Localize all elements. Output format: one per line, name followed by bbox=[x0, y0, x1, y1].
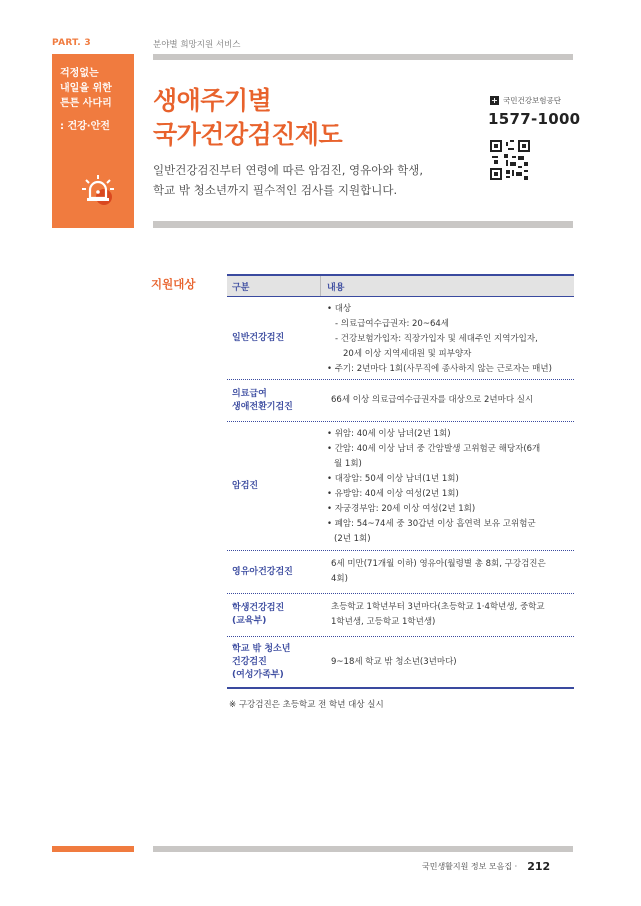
footnote: ※ 구강검진은 초등학교 전 학년 대상 실시 bbox=[229, 700, 384, 710]
content-line: 1학년생, 고등학교 1학년생) bbox=[331, 617, 436, 627]
content-line: 4회) bbox=[331, 574, 348, 584]
category-line: 학생건강검진 bbox=[232, 603, 285, 613]
row-content: 9~18세 학교 밖 청소년(3년마다) bbox=[331, 656, 457, 667]
content-line: - 의료급여수급권자: 20~64세 bbox=[335, 319, 449, 329]
page-title bbox=[153, 84, 342, 152]
content-line: 초등학교 1학년부터 3년마다(초등학교 1·4학년생, 중학교 bbox=[331, 602, 545, 612]
row-category: 암검진 bbox=[232, 480, 259, 491]
category-line: (교육부) bbox=[232, 616, 267, 626]
description-line-2: 학교 밖 청소년까지 필수적인 검사를 지원합니다. bbox=[153, 183, 398, 197]
table-row bbox=[227, 380, 574, 422]
category-line: 생애전환기검진 bbox=[232, 401, 293, 412]
footer-title: 국민생활지원 정보 모음집 · bbox=[422, 862, 518, 871]
table-row bbox=[227, 594, 574, 637]
organization-name: 국민건강보험공단 bbox=[503, 96, 561, 105]
category-line: (여성가족부) bbox=[232, 669, 284, 680]
row-category: 영유아건강검진 bbox=[232, 566, 293, 577]
bottom-divider-bar bbox=[153, 846, 573, 852]
content-line: 월 1회) bbox=[334, 459, 362, 469]
row-content bbox=[321, 594, 574, 636]
header-content: 내용 bbox=[327, 282, 345, 293]
content-line: • 주기: 2년마다 1회(사무직에 종사하지 않는 근로자는 매년) bbox=[327, 364, 552, 374]
row-content bbox=[321, 422, 574, 550]
bottom-accent-bar bbox=[52, 846, 134, 852]
qr-code-icon[interactable] bbox=[490, 140, 530, 180]
row-category bbox=[227, 637, 321, 687]
mid-accent-bar bbox=[52, 221, 134, 228]
row-content bbox=[321, 297, 574, 379]
plus-icon: + bbox=[491, 96, 498, 105]
page-number: 212 bbox=[527, 860, 551, 873]
description-line-1: 일반건강검진부터 연령에 따른 암검진, 영유아와 학생, bbox=[153, 163, 423, 177]
footer bbox=[422, 860, 550, 873]
category-line: 의료급여 bbox=[232, 388, 267, 399]
category-tag: : 건강·안전 bbox=[60, 121, 110, 132]
row-category bbox=[227, 594, 321, 636]
title-line-1: 생애주기별 bbox=[153, 86, 272, 115]
content-line: • 간암: 40세 이상 남녀 중 간암발생 고위험군 해당자(6개 bbox=[327, 444, 541, 454]
row-category bbox=[227, 380, 321, 421]
table-header bbox=[227, 276, 574, 297]
category-box bbox=[52, 60, 134, 228]
table-row bbox=[227, 551, 574, 594]
content-line: • 대상 bbox=[327, 304, 352, 314]
category-line-1: 걱정없는 bbox=[60, 68, 99, 79]
table-row bbox=[227, 297, 574, 380]
content-line: 20세 이상 지역세대원 및 피부양자 bbox=[343, 349, 472, 359]
row-content: 66세 이상 의료급여수급권자를 대상으로 2년마다 실시 bbox=[331, 395, 534, 405]
category-line-3: 튼튼 사다리 bbox=[60, 98, 112, 109]
category-line: 학교 밖 청소년 bbox=[232, 643, 291, 654]
mid-divider-bar bbox=[153, 221, 573, 228]
content-line: - 건강보험가입자: 직장가입자 및 세대주인 지역가입자, bbox=[335, 334, 538, 344]
support-table bbox=[227, 274, 574, 689]
page-description bbox=[153, 160, 423, 200]
top-divider-bar bbox=[153, 54, 573, 60]
support-target-label: 지원대상 bbox=[151, 277, 196, 291]
row-content bbox=[321, 551, 574, 593]
table-row bbox=[227, 422, 574, 551]
alarm-bell-icon bbox=[80, 172, 116, 208]
header-category: 구분 bbox=[227, 276, 321, 296]
content-line: 6세 미만(71개월 이하) 영유아(월령별 총 8회, 구강검진은 bbox=[331, 559, 546, 569]
section-label: 분야별 희망지원 서비스 bbox=[153, 40, 241, 50]
content-line: • 자궁경부암: 20세 이상 여성(2년 1회) bbox=[327, 504, 476, 514]
category-line: 건강검진 bbox=[232, 656, 267, 667]
category-line-2: 내일을 위한 bbox=[60, 83, 112, 94]
part-label: PART. 3 bbox=[52, 38, 91, 48]
phone-number[interactable]: 1577-1000 bbox=[488, 110, 581, 128]
table-row bbox=[227, 637, 574, 687]
organization-label bbox=[490, 95, 561, 106]
title-line-2: 국가건강검진제도 bbox=[153, 120, 343, 149]
content-line: • 유방암: 40세 이상 여성(2년 1회) bbox=[327, 489, 459, 499]
content-line: • 폐암: 54~74세 중 30갑년 이상 흡연력 보유 고위험군 bbox=[327, 519, 536, 529]
row-category: 일반건강검진 bbox=[232, 332, 285, 343]
content-line: • 대장암: 50세 이상 남녀(1년 1회) bbox=[327, 474, 459, 484]
content-line: (2년 1회) bbox=[334, 534, 371, 544]
content-line: • 위암: 40세 이상 남녀(2년 1회) bbox=[327, 429, 451, 439]
